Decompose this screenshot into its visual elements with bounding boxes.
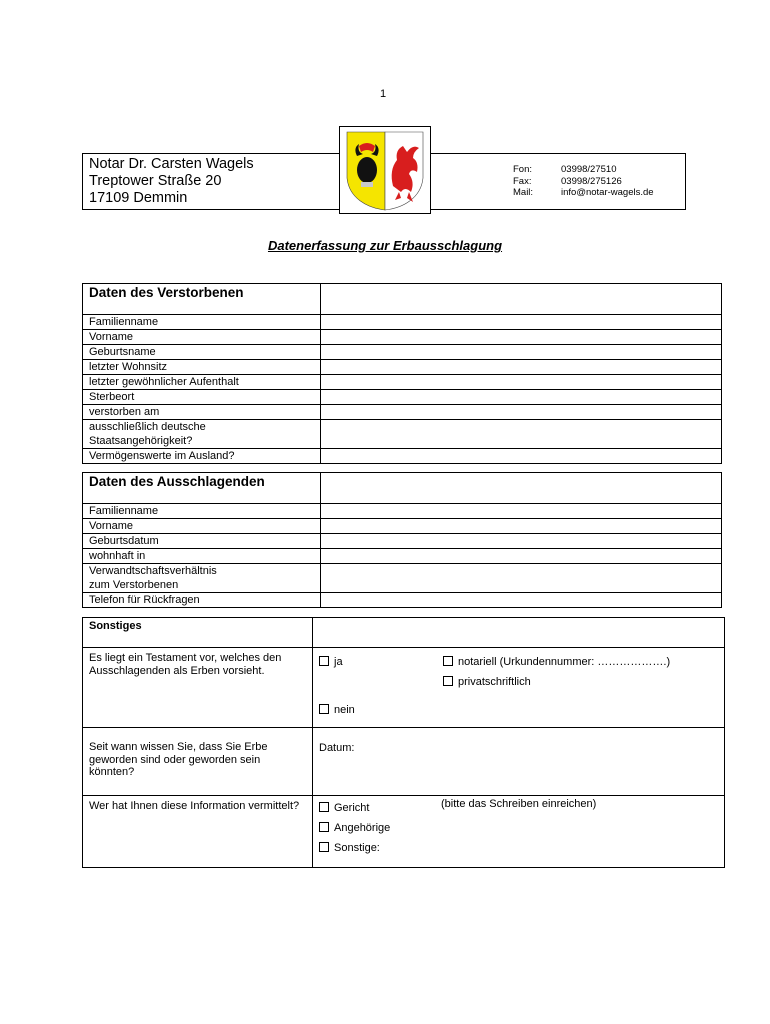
question-testament: Es liegt ein Testament vor, welches den Ausschlagenden als Erben vorsieht. [89,652,282,677]
coat-of-arms-icon [339,126,431,214]
input-cell-sterbeort[interactable] [321,390,722,405]
input-cell-wohnsitz[interactable] [321,360,722,375]
input-cell-staatsangehoerigkeit[interactable] [321,420,722,449]
input-cell-familienname[interactable] [321,504,722,519]
empty-cell [321,284,722,315]
input-cell-geburtsdatum[interactable] [321,534,722,549]
document-title: Datenerfassung zur Erbausschlagung [267,238,503,253]
contact-label: Mail: [513,187,534,198]
contact-value: info@notar-wagels.de [561,187,654,198]
submit-letter-note: (bitte das Schreiben einreichen) [441,798,597,810]
section-heading: Daten des Verstorbenen [83,284,321,315]
input-cell-vorname[interactable] [321,330,722,345]
option-notariell[interactable] [443,656,670,669]
input-cell-familienname[interactable] [321,315,722,330]
field-label: verstorben am [83,405,321,420]
question-cell [83,728,313,796]
address-line: Notar Dr. Carsten Wagels [89,156,254,172]
field-label: Telefon für Rückfragen [83,593,321,608]
question-seit-wann: Seit wann wissen Sie, dass Sie Erbe geworden sind oder geworden sein könnten? [89,741,268,778]
contact-value: 03998/275126 [561,175,622,187]
empty-cell [313,618,725,648]
field-label: Vorname [83,519,321,534]
section-heading: Sonstiges [83,618,313,648]
input-cell-wohnhaft[interactable] [321,549,722,564]
question-cell [83,796,313,868]
answer-cell-information [313,796,725,868]
field-label: Vermögenswerte im Ausland? [83,449,321,464]
option-label: notariell (Urkundennummer: ……………….) [458,656,671,668]
option-label: nein [334,704,355,716]
option-sonstige[interactable] [319,842,380,855]
question-cell [83,648,313,728]
option-privatschriftlich[interactable] [443,676,531,689]
field-label-double [83,564,321,593]
question-information: Wer hat Ihnen diese Information vermittelt? [89,800,300,812]
option-gericht[interactable] [319,802,369,815]
field-label: Sterbeort [83,390,321,405]
empty-cell [321,473,722,504]
contact-value: 03998/27510 [561,164,617,175]
input-cell-aufenthalt[interactable] [321,375,722,390]
input-cell-vermoegen-ausland[interactable] [321,449,722,464]
deceased-data-table [82,283,722,464]
field-label-line: Staatsangehörigkeit? [89,435,193,447]
field-label-double [83,420,321,449]
field-label-line: Verwandtschaftsverhältnis [89,565,217,577]
section-heading: Daten des Ausschlagenden [83,473,321,504]
answer-cell-datum[interactable] [313,728,725,796]
field-label: Geburtsdatum [83,534,321,549]
input-cell-vorname[interactable] [321,519,722,534]
address-line: Treptower Straße 20 [89,173,222,189]
field-label-line: ausschließlich deutsche [89,421,206,433]
field-label: Vorname [83,330,321,345]
datum-label: Datum: [319,742,355,754]
address-line: 17109 Demmin [89,190,188,206]
field-label: Familienname [83,504,321,519]
option-label: privatschriftlich [458,676,531,688]
field-label: wohnhaft in [83,549,321,564]
option-label: Gericht [334,802,370,814]
input-cell-verstorben-am[interactable] [321,405,722,420]
field-label: letzter gewöhnlicher Aufenthalt [83,375,321,390]
disclaimant-data-table [82,472,722,608]
field-label: letzter Wohnsitz [83,360,321,375]
field-label-line: zum Verstorbenen [89,579,179,591]
checkbox-icon[interactable] [319,656,329,666]
checkbox-icon[interactable] [319,842,329,852]
option-ja[interactable] [319,656,343,669]
contact-block [513,164,654,199]
checkbox-icon[interactable] [319,822,329,832]
field-label: Familienname [83,315,321,330]
contact-label: Fax: [513,175,532,187]
misc-table [82,617,725,868]
option-label: ja [334,656,343,668]
option-label: Sonstige: [334,842,380,854]
input-cell-geburtsname[interactable] [321,345,722,360]
option-label: Angehörige [334,822,391,834]
checkbox-icon[interactable] [443,676,453,686]
option-angehoerige[interactable] [319,822,390,835]
checkbox-icon[interactable] [319,802,329,812]
checkbox-icon[interactable] [319,704,329,714]
input-cell-verwandtschaft[interactable] [321,564,722,593]
contact-label: Fon: [513,164,533,175]
input-cell-telefon[interactable] [321,593,722,608]
field-label: Geburtsname [83,345,321,360]
option-nein[interactable] [319,704,355,717]
notary-address [89,156,254,207]
answer-cell-testament [313,648,725,728]
checkbox-icon[interactable] [443,656,453,666]
page-number: 1 [380,88,387,100]
